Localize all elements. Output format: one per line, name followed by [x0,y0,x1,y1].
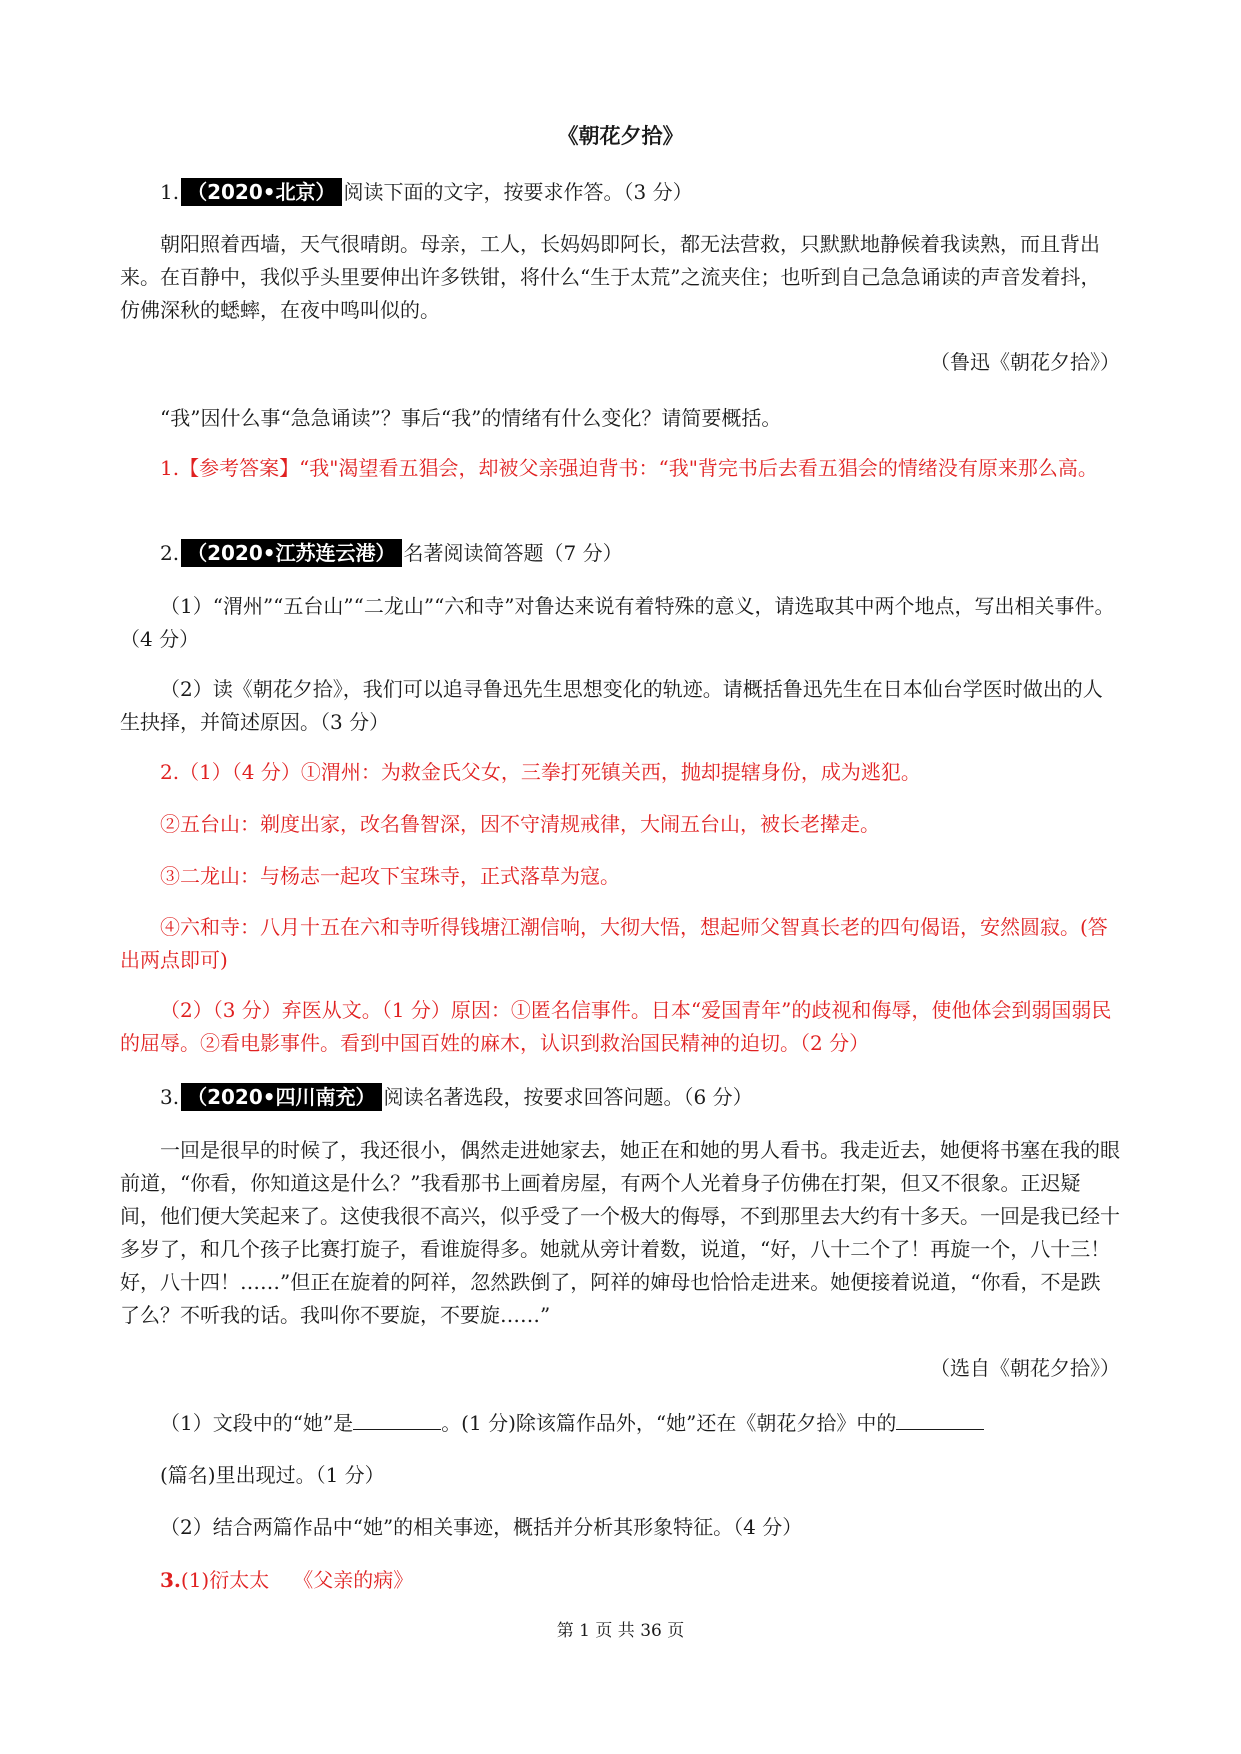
q2-heading [120,537,1120,570]
page-title: 《朝花夕拾》 [557,124,684,148]
q1-intro: 阅读下面的文字，按要求作答。（3 分） [343,180,693,204]
q3-passage: 一回是很早的时候了，我还很小，偶然走进她家去，她正在和她的男人看书。我走近去，她便将书塞在我的眼前道，“你看，你知道这是什么？”我看那书上画着房屋，有两个人光着身子仿佛在打架，但又不很象。正迟疑间，他们便大笑起来了。这使我很不高兴，似乎受了一个极大的侮辱，不到那里去大约有十多天。一回是我已经十多岁了，和几个孩子比赛打旋子，看谁旋得多。她就从旁计着数，说道，“好，八十二个了！再旋一个，八十三！好，八十四！……”但正在旋着的阿祥，忽然跌倒了，阿祥的婶母也恰恰走进来。她便接着说道，“你看，不是跌了么？不听我的话。我叫你不要旋，不要旋……” [120,1138,1120,1327]
q2-source-tag: （2020•江苏连云港） [181,539,401,567]
q1-answer: 1.【参考答案】“我"渴望看五猖会，却被父亲强迫背书：“我"背完书后去看五猖会的情绪没有原来那么高。 [160,456,1098,480]
q3-source: （选自《朝花夕拾》） [930,1356,1120,1380]
q2-number: 2. [160,541,180,565]
q2-answer-4: ④六和寺：八月十五在六和寺听得钱塘江潮信响，大彻大悟，想起师父智真长老的四句偈语，安然圆寂。(答出两点即可) [120,915,1108,972]
q3-heading [120,1081,1120,1114]
q3-number: 3. [160,1085,180,1109]
q3-answer-number: 3. [160,1568,181,1592]
q3-answer-a: (1)衍太太 [180,1568,270,1592]
q3-answer-b: 《父亲的病》 [293,1568,414,1592]
q3-sub1-part-a: （1）文段中的“她”是 [160,1411,354,1435]
q1-passage: 朝阳照着西墙，天气很晴朗。母亲，工人，长妈妈即阿长，都无法营救，只默默地静候着我读熟，而且背出来。在百静中，我似乎头里要伸出许多铁钳，将什么“生于太荒”之流夹住；也听到自己急急诵读的声音发着抖，仿佛深秋的蟋蟀，在夜中鸣叫似的。 [120,232,1101,322]
q2-sub2: （2）读《朝花夕拾》，我们可以追寻鲁迅先生思想变化的轨迹。请概括鲁迅先生在日本仙台学医时做出的人生抉择，并简述原因。（3 分） [120,677,1103,734]
q2-answer-5: （2）（3 分）弃医从文。（1 分）原因：①匿名信事件。日本“爱国青年”的歧视和侮辱，使他体会到弱国弱民的屈辱。②看电影事件。看到中国百姓的麻木，认识到救治国民精神的迫切。（2 分） [120,998,1112,1055]
q2-answer-3: ③二龙山：与杨志一起攻下宝珠寺，正式落草为寇。 [160,864,620,888]
page-footer: 第 1 页 共 36 页 [556,1621,685,1641]
q1-source-tag: （2020•北京） [181,178,341,206]
q2-intro: 名著阅读简答题（7 分） [403,541,623,565]
q3-sub1-continued: (篇名)里出现过。（1 分） [160,1463,385,1487]
q2-answer-1: 2.（1）（4 分）①渭州：为救金氏父女，三拳打死镇关西，抛却提辖身份，成为逃犯。 [160,760,921,784]
q3-sub2: （2）结合两篇作品中“她”的相关事迹，概括并分析其形象特征。（4 分） [160,1515,803,1539]
q1-source: （鲁迅《朝花夕拾》） [930,350,1120,374]
q2-answer-2: ②五台山：剃度出家，改名鲁智深，因不守清规戒律，大闹五台山，被长老撵走。 [160,812,880,836]
q1-number: 1. [160,180,180,204]
answer-blank-2[interactable] [896,1409,984,1430]
answer-blank-1[interactable] [353,1409,441,1430]
q1-question: “我”因什么事“急急诵读”？事后“我”的情绪有什么变化？请简要概括。 [160,406,782,430]
q3-answer [120,1564,1120,1597]
q3-intro: 阅读名著选段，按要求回答问题。（6 分） [383,1085,753,1109]
q1-heading [120,176,1120,209]
q3-sub1 [120,1407,1120,1440]
q3-sub1-part-b: 。(1 分)除该篇作品外，“她”还在《朝花夕拾》中的 [441,1411,897,1435]
q3-source-tag: （2020•四川南充） [181,1083,381,1111]
q2-sub1: （1）“渭州”“五台山”“二龙山”“六和寺”对鲁达来说有着特殊的意义，请选取其中两个地点，写出相关事件。（4 分） [120,594,1115,651]
